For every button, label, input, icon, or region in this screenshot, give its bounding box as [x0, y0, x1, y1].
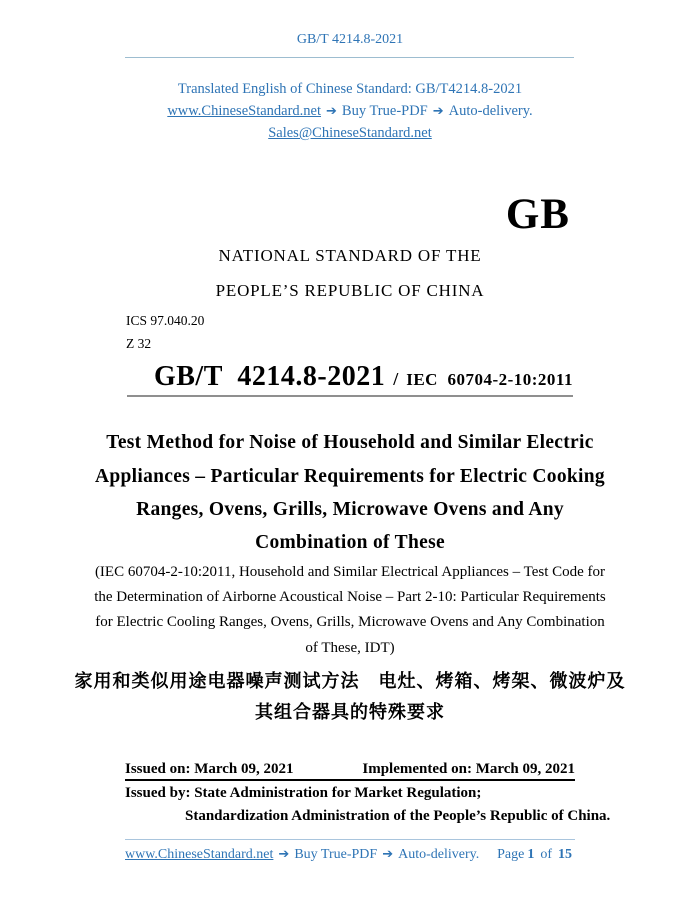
promo-links-row	[0, 103, 700, 120]
issuance-dates-row	[125, 761, 575, 778]
gb-emblem: GB	[505, 191, 570, 238]
arrow-icon: ➔	[278, 847, 290, 862]
header-doc-code: GB/T 4214.8-2021	[296, 32, 404, 47]
title-line: Appliances – Particular Requirements for Electric Cooking	[95, 466, 605, 487]
subtitle-line: of These, IDT)	[305, 640, 395, 656]
footer-buy-pdf-label: Buy True-PDF	[294, 847, 378, 862]
page-of-label: of	[540, 847, 552, 862]
page-label: Page	[497, 847, 525, 862]
header-divider	[125, 57, 574, 58]
standard-number-separator: /	[393, 369, 399, 389]
standard-number-divider	[127, 395, 573, 397]
title-line: Ranges, Ovens, Grills, Microwave Ovens and Any	[136, 499, 564, 520]
page-total: 15	[558, 847, 572, 862]
footer-divider	[125, 839, 575, 840]
page-current: 1	[527, 847, 535, 862]
standard-number	[154, 361, 573, 393]
issued-by-continued: Standardization Administration of the People’s Republic of China.	[185, 808, 611, 824]
footer-row	[125, 847, 575, 863]
standard-number-main: GB/T 4214.8-2021	[153, 361, 386, 392]
footer-website-link[interactable]: www.ChineseStandard.net	[125, 847, 274, 862]
implemented-on-date: Implemented on: March 09, 2021	[362, 761, 575, 777]
title-line: Test Method for Noise of Household and Similar Electric	[106, 432, 594, 453]
website-link[interactable]: www.ChineseStandard.net	[167, 103, 322, 119]
buy-pdf-label: Buy True-PDF	[341, 103, 428, 119]
title-line: Combination of These	[255, 532, 445, 553]
chinese-title-line: 家用和类似用途电器噪声测试方法 电灶、烤箱、烤架、微波炉及	[74, 671, 626, 691]
issued-on-date: Issued on: March 09, 2021	[125, 761, 294, 777]
national-standard-line1: NATIONAL STANDARD OF THE	[218, 246, 482, 265]
sales-email-link[interactable]: Sales@ChineseStandard.net	[268, 125, 432, 141]
subtitle-line: (IEC 60704-2-10:2011, Household and Similar Electrical Appliances – Test Code for	[94, 564, 606, 580]
issued-by: Issued by: State Administration for Market Regulation;	[125, 785, 482, 801]
auto-delivery-label: Auto-delivery.	[448, 103, 533, 119]
standard-number-iec-ref: IEC 60704-2-10:2011	[406, 370, 573, 389]
arrow-icon: ➔	[382, 847, 394, 862]
ics-code: ICS 97.040.20	[126, 313, 205, 328]
national-standard-line2: PEOPLE’S REPUBLIC OF CHINA	[215, 281, 485, 300]
issuance-divider	[125, 779, 575, 781]
arrow-icon: ➔	[432, 104, 444, 119]
sales-email-row	[0, 125, 700, 142]
footer-links	[125, 847, 479, 863]
chinese-title-line: 其组合器具的特殊要求	[255, 702, 445, 722]
arrow-icon: ➔	[326, 104, 337, 119]
page-indicator	[497, 847, 575, 863]
translated-note: Translated English of Chinese Standard: GB/T4214.8-2021	[177, 81, 523, 97]
footer-auto-delivery-label: Auto-delivery.	[398, 847, 480, 862]
subtitle-line: for Electric Cooling Ranges, Ovens, Grills, Microwave Ovens and Any Combination	[95, 614, 605, 630]
subtitle-line: the Determination of Airborne Acoustical Noise – Part 2-10: Particular Requirements	[94, 589, 606, 605]
class-code: Z 32	[126, 336, 152, 351]
